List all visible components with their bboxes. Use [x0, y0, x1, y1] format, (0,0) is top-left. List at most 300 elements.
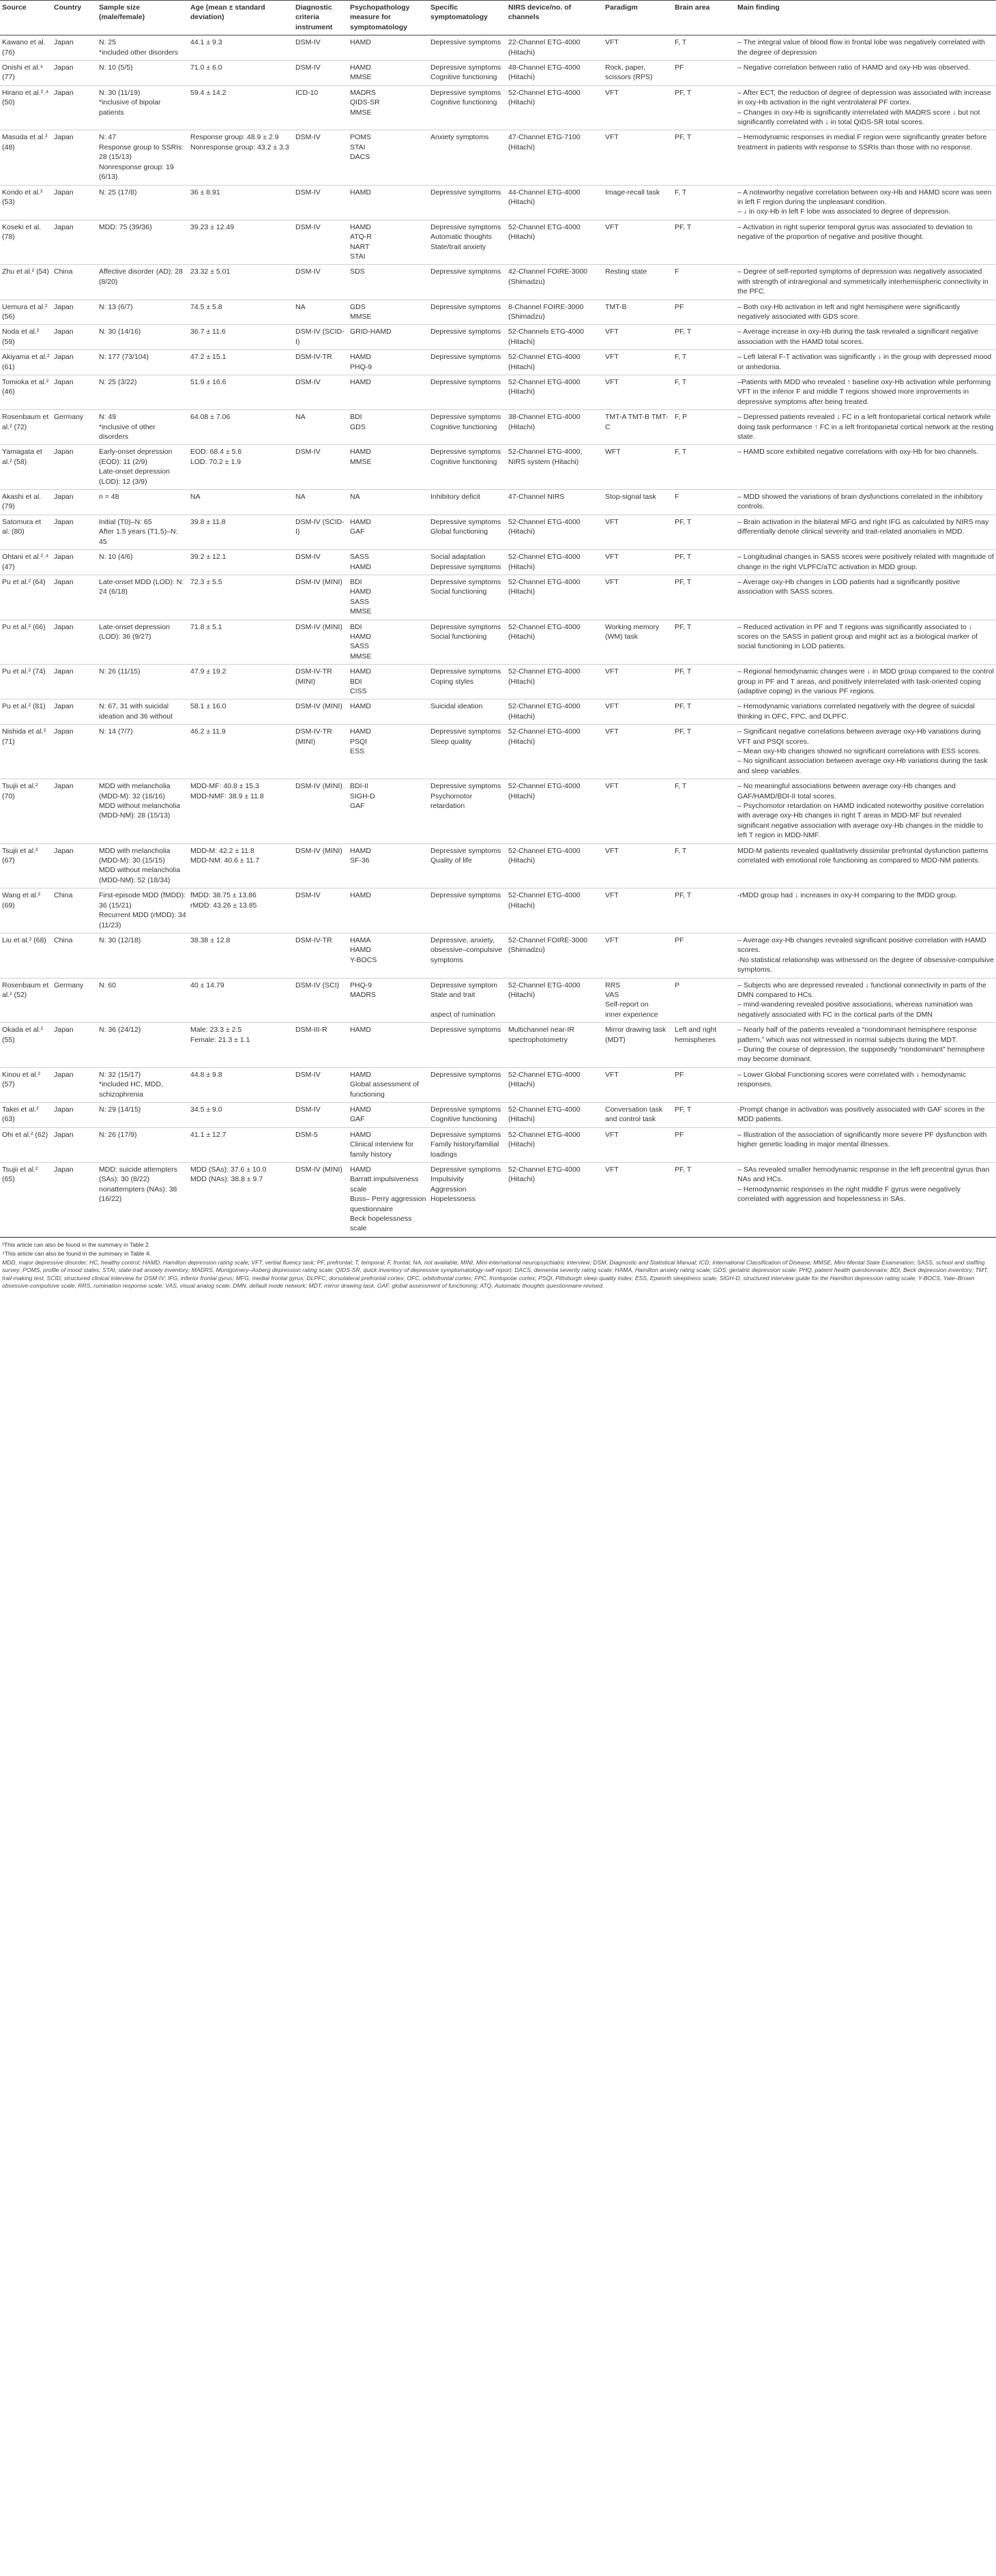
cell-line: 52-Channel ETG-4000 (Hitachi)	[508, 353, 581, 371]
cell-line: Tsujii et al.² (70)	[2, 782, 38, 800]
symptomatology-cell	[428, 350, 506, 375]
paradigm-cell	[603, 933, 673, 978]
cell-line: BDI	[350, 577, 362, 586]
paradigm-cell	[603, 130, 673, 185]
measure-cell	[348, 61, 428, 86]
cell-line: – The integral value of blood flow in frontal lobe was negatively correlated with the degree of depression	[737, 38, 985, 57]
measure-cell	[348, 185, 428, 220]
sample-size-cell	[97, 843, 188, 888]
cell-line: DSM-IV	[295, 267, 321, 276]
cell-line: MMSE	[350, 73, 372, 82]
cell-line: Pu et al.² (81)	[2, 702, 46, 711]
cell-line: Depressive symptom	[430, 981, 498, 989]
symptomatology-cell	[428, 490, 506, 515]
cell-line: PF, T	[675, 727, 692, 736]
symptomatology-cell	[428, 843, 506, 888]
cell-line: HAMD	[350, 727, 371, 736]
cell-line: 52-Channel FOIRE-3000 (Shimadzu)	[508, 936, 588, 955]
cell-line: HAMD	[350, 667, 371, 676]
cell-line: Depressive symptoms	[430, 562, 501, 571]
age-cell	[188, 515, 293, 549]
cell-line: 42-Channel FOIRE-3000 (Shimadzu)	[508, 267, 588, 286]
main-finding-cell	[735, 1127, 996, 1162]
cell-line: Satomura et al. (80)	[2, 517, 42, 536]
cell-line: Depressive symptoms	[430, 222, 501, 231]
country-cell	[52, 1067, 97, 1102]
table-row	[0, 300, 996, 325]
cell-line: PHQ-9	[350, 362, 372, 371]
cell-line: Depressive symptoms	[430, 328, 501, 336]
cell-line: Tsujii et al.² (65)	[2, 1166, 38, 1184]
symptomatology-cell	[428, 515, 506, 549]
symptomatology-cell	[428, 185, 506, 220]
symptomatology-cell	[428, 550, 506, 575]
table-row	[0, 61, 996, 86]
age-cell	[188, 1163, 293, 1237]
sample-size-cell	[97, 265, 188, 300]
cell-line: – A noteworthy negative correlation between oxy-Hb and HAMD score was seen in left F region during the unpleasant condition.	[737, 188, 992, 206]
cell-line: Depressive symptoms	[430, 413, 501, 422]
cell-line: Japan	[54, 782, 74, 791]
cell-line: – Mean oxy-Hb changes showed no significant correlations with ESS scores.	[737, 747, 981, 755]
cell-line: 52-Channel ETG-4000 (Hitachi)	[508, 727, 581, 746]
table-row	[0, 85, 996, 130]
cell-line: Depressive symptoms	[430, 63, 501, 72]
cell-line: – Hemodynamic variations correlated negatively with the degree of suicidal thinking in OFC, FPC, and DLPFC.	[737, 702, 975, 721]
cell-line: ATQ-R	[350, 233, 372, 242]
age-cell	[188, 350, 293, 375]
nirs-device-cell	[506, 620, 603, 665]
sample-size-cell	[97, 61, 188, 86]
sample-size-cell	[97, 1067, 188, 1102]
cell-line: 59.4 ± 14.2	[190, 88, 226, 97]
nirs-device-cell	[506, 490, 603, 515]
symptomatology-cell	[428, 61, 506, 86]
table-row	[0, 888, 996, 934]
cell-line: Depressive, anxiety, obsessive–compulsive symptoms	[430, 936, 503, 964]
age-cell	[188, 375, 293, 410]
cell-line: HAMD	[350, 1166, 371, 1174]
cell-line: Impulsivity	[430, 1175, 465, 1184]
cell-line: VFT	[605, 88, 619, 97]
nirs-device-cell	[506, 699, 603, 725]
country-cell	[52, 888, 97, 934]
paradigm-cell	[603, 515, 673, 549]
measure-cell	[348, 665, 428, 699]
cell-line: N: 30 (14/16)	[99, 328, 141, 336]
cell-line: MDD-MF: 40.8 ± 15.3	[190, 782, 259, 791]
nirs-device-cell	[506, 445, 603, 490]
cell-line: MADRS	[350, 88, 376, 97]
sample-size-cell	[97, 220, 188, 265]
diagnostic-cell	[293, 1163, 348, 1237]
column-header: Sample size (male/female)	[97, 1, 188, 35]
cell-line: – Left lateral F-T activation was significantly ↓ in the group with depressed mood or anhedonia.	[737, 353, 992, 371]
age-cell	[188, 220, 293, 265]
diagnostic-cell	[293, 665, 348, 699]
paradigm-cell	[603, 325, 673, 350]
cell-line: Depressive symptoms	[430, 517, 501, 526]
cell-line: DSM-IV	[295, 378, 321, 386]
diagnostic-cell	[293, 130, 348, 185]
cell-line: Japan	[54, 1026, 74, 1034]
age-cell	[188, 1023, 293, 1068]
cell-line: *included other disorders	[99, 48, 179, 57]
cell-line: Depressive symptoms	[430, 846, 501, 855]
main-finding-cell	[735, 185, 996, 220]
paradigm-cell	[603, 410, 673, 445]
cell-line: 39.8 ± 11.8	[190, 517, 226, 526]
nirs-device-cell	[506, 843, 603, 888]
cell-line: PF, T	[675, 1166, 692, 1174]
cell-line: 44-Channel ETG-4000 (Hitachi)	[508, 188, 581, 206]
cell-line: PF, T	[675, 577, 692, 586]
cell-line: HAMD	[350, 1070, 371, 1079]
age-cell	[188, 725, 293, 779]
cell-line: VFT	[605, 328, 619, 336]
cell-line: – During the course of depression, the supposedly “nondominant” hemisphere may become dominant.	[737, 1045, 985, 1064]
cell-line: DSM-IV	[295, 891, 321, 900]
nirs-device-cell	[506, 325, 603, 350]
cell-line: MDD without melancholia (MDD-NM): 28 (15/13)	[99, 802, 181, 820]
cell-line: Initial (T0)–N: 65	[99, 517, 152, 526]
main-finding-cell	[735, 410, 996, 445]
measure-cell	[348, 550, 428, 575]
country-cell	[52, 725, 97, 779]
paradigm-cell	[603, 550, 673, 575]
cell-line: – Average oxy-Hb changes in LOD patients had a significantly positive association with SASS scores.	[737, 577, 961, 596]
cell-line: DSM-IV	[295, 188, 321, 197]
column-header: NIRS device/no. of channels	[506, 1, 603, 35]
diagnostic-cell	[293, 445, 348, 490]
cell-line: DSM-IV (MINI)	[295, 577, 342, 586]
cell-line: 40 ± 14.79	[190, 981, 224, 989]
paradigm-cell	[603, 779, 673, 843]
cell-line: Early-onset depression (EOD): 11 (2/9)	[99, 448, 173, 466]
column-header: Psychopathology measure for symptomatology	[348, 1, 428, 35]
cell-line: 52-Channel ETG-4000 (Hitachi)	[508, 846, 581, 865]
cell-line: Nonresponse group: 19 (6/13)	[99, 162, 174, 182]
cell-line: Male: 23.3 ± 2.5	[190, 1026, 242, 1034]
symptomatology-cell	[428, 1067, 506, 1102]
cell-line: HAMD	[350, 222, 371, 231]
cell-line: MDD with melancholia (MDD-M): 32 (16/16)	[99, 782, 171, 800]
country-cell	[52, 699, 97, 725]
cell-line: TMT-B	[605, 302, 627, 311]
nirs-device-cell	[506, 1103, 603, 1128]
country-cell	[52, 410, 97, 445]
diagnostic-cell	[293, 1067, 348, 1102]
cell-line: SASS	[350, 642, 370, 651]
cell-line: –Patients with MDD who revealed ↑ baseline oxy-Hb activation while performing VFT in the inferior F and middle T regions showed more improvements in depressive symptoms after being treated.	[737, 378, 991, 406]
nirs-device-cell	[506, 575, 603, 620]
diagnostic-cell	[293, 620, 348, 665]
measure-cell	[348, 130, 428, 185]
cell-line: Cognitive functioning	[430, 98, 497, 107]
nirs-device-cell	[506, 933, 603, 978]
table-row	[0, 665, 996, 699]
cell-line: P	[675, 981, 680, 989]
cell-line: HAMD	[350, 562, 371, 571]
nirs-device-cell	[506, 185, 603, 220]
country-cell	[52, 445, 97, 490]
cell-line: Tomioka et al.² (46)	[2, 378, 49, 396]
brain-area-cell	[673, 85, 735, 130]
brain-area-cell	[673, 779, 735, 843]
age-cell	[188, 130, 293, 185]
cell-line: 36 ± 8.91	[190, 188, 220, 197]
cell-line: – Lower Global Functioning scores were correlated with ↓ hemodynamic responses.	[737, 1070, 966, 1089]
cell-line: N: 177 (73/104)	[99, 353, 149, 362]
symptomatology-cell	[428, 85, 506, 130]
sample-size-cell	[97, 550, 188, 575]
age-cell	[188, 85, 293, 130]
sample-size-cell	[97, 779, 188, 843]
source-cell	[0, 35, 52, 61]
cell-line: GDS	[350, 422, 366, 431]
cell-line: Cognitive functioning	[430, 1115, 497, 1124]
nirs-device-cell	[506, 61, 603, 86]
cell-line: – MDD showed the variations of brain dysfunctions correlated in the inhibitory controls.	[737, 493, 983, 511]
cell-line: 48-Channel ETG-4000 (Hitachi)	[508, 63, 581, 82]
cell-line: VFT	[605, 1130, 619, 1139]
main-finding-cell	[735, 130, 996, 185]
cell-line: PF, T	[675, 88, 692, 97]
cell-line: Depressive symptoms	[430, 448, 501, 457]
paradigm-cell	[603, 1163, 673, 1237]
cell-line: – Longitudinal changes in SASS scores were positively related with magnitude of change in the right VLPFC/aTC activation in MDD group.	[737, 553, 994, 571]
cell-line: NA	[295, 493, 306, 502]
nirs-device-cell	[506, 1023, 603, 1068]
country-cell	[52, 575, 97, 620]
cell-line: N: 10 (5/5)	[99, 63, 133, 72]
cell-line: 47-Channel ETG-7100 (Hitachi)	[508, 133, 581, 151]
cell-line: Japan	[54, 188, 74, 197]
cell-line: 34.5 ± 9.0	[190, 1105, 222, 1114]
column-header: Main finding	[735, 1, 996, 35]
cell-line: 44.8 ± 9.8	[190, 1070, 222, 1079]
symptomatology-cell	[428, 325, 506, 350]
cell-line: 47.2 ± 15.1	[190, 353, 226, 362]
cell-line: Buss– Perry aggression questionnaire	[350, 1195, 426, 1213]
brain-area-cell	[673, 35, 735, 61]
symptomatology-cell	[428, 665, 506, 699]
column-header: Paradigm	[603, 1, 673, 35]
cell-line: Depressive symptoms	[430, 1130, 501, 1139]
cell-line: DSM-IV (SCID-I)	[295, 517, 345, 536]
cell-line: N: 32 (15/17)	[99, 1070, 141, 1079]
cell-line: ICD-10	[295, 88, 319, 97]
age-cell	[188, 61, 293, 86]
main-finding-cell	[735, 1067, 996, 1102]
brain-area-cell	[673, 1163, 735, 1237]
cell-line: Affective disorder (AD): 28 (8/20)	[99, 267, 183, 286]
cell-line: 52-Channel ETG-4000 (Hitachi)	[508, 553, 581, 571]
nirs-device-cell	[506, 978, 603, 1023]
cell-line: PF, T	[675, 1105, 692, 1114]
cell-line: F, T	[675, 353, 687, 362]
cell-line: VFT	[605, 1166, 619, 1174]
nirs-device-cell	[506, 375, 603, 410]
cell-line: Kawano et al. (76)	[2, 38, 46, 57]
sample-size-cell	[97, 620, 188, 665]
column-header: Country	[52, 1, 97, 35]
main-finding-cell	[735, 725, 996, 779]
cell-line: Working memory (WM) task	[605, 622, 660, 641]
cell-line: Global assessment of functioning	[350, 1080, 419, 1099]
cell-line: Yamagata et al.² (58)	[2, 448, 42, 466]
table-row	[0, 575, 996, 620]
cell-line: Recurrent MDD (rMDD): 34 (11/23)	[99, 911, 186, 929]
cell-line: Depressive symptoms	[430, 353, 501, 362]
cell-line: DSM-IV-TR	[295, 353, 332, 362]
paradigm-cell	[603, 978, 673, 1023]
cell-line: DSM-IV (MINI)	[295, 622, 342, 631]
cell-line: VFT	[605, 667, 619, 676]
cell-line: Coping styles	[430, 677, 474, 686]
cell-line: Japan	[54, 88, 74, 97]
brain-area-cell	[673, 550, 735, 575]
cell-line: Onishi et al.⁴ (77)	[2, 63, 43, 82]
paradigm-cell	[603, 490, 673, 515]
cell-line: China	[54, 936, 73, 944]
brain-area-cell	[673, 185, 735, 220]
source-cell	[0, 933, 52, 978]
main-finding-cell	[735, 779, 996, 843]
source-cell	[0, 265, 52, 300]
cell-line: Beck hopelessness scale	[350, 1215, 412, 1233]
cell-line: 71.8 ± 5.1	[190, 622, 222, 631]
cell-line: Female: 21.3 ± 1.1	[190, 1035, 250, 1044]
cell-line: 23.32 ± 5.01	[190, 267, 231, 276]
diagnostic-cell	[293, 1127, 348, 1162]
age-cell	[188, 888, 293, 934]
cell-line: VAS	[605, 990, 619, 999]
brain-area-cell	[673, 490, 735, 515]
cell-line: PF	[675, 936, 684, 944]
measure-cell	[348, 1163, 428, 1237]
cell-line: 38-Channel ETG-4000 (Hitachi)	[508, 413, 581, 431]
cell-line: STAI	[350, 143, 366, 151]
sample-size-cell	[97, 575, 188, 620]
cell-line: Social functioning	[430, 632, 487, 641]
cell-line: Response group to SSRIs: 28 (15/13)	[99, 143, 184, 162]
cell-line: WFT	[605, 448, 621, 457]
country-cell	[52, 130, 97, 185]
cell-line: BDI	[350, 677, 362, 686]
table-row	[0, 515, 996, 549]
measure-cell	[348, 1067, 428, 1102]
cell-line: DSM-IV	[295, 1070, 321, 1079]
measure-cell	[348, 515, 428, 549]
cell-line: *inclusive of other disorders	[99, 422, 156, 442]
nirs-device-cell	[506, 265, 603, 300]
measure-cell	[348, 490, 428, 515]
paradigm-cell	[603, 1103, 673, 1128]
cell-line: PHQ-9	[350, 981, 372, 989]
cell-line: 41.1 ± 12.7	[190, 1130, 226, 1139]
table-row	[0, 843, 996, 888]
nirs-device-cell	[506, 410, 603, 445]
diagnostic-cell	[293, 220, 348, 265]
cell-line: CISS	[350, 686, 367, 695]
cell-line: Depressive symptoms	[430, 38, 501, 47]
paradigm-cell	[603, 61, 673, 86]
country-cell	[52, 265, 97, 300]
source-cell	[0, 779, 52, 843]
footnote: ²This article can also be found in the summary in Table 2.	[2, 1241, 151, 1248]
cell-line: 52-Channel ETG-4000, NIRS system (Hitachi)	[508, 448, 583, 466]
table-row	[0, 375, 996, 410]
cell-line: VFT	[605, 782, 619, 791]
cell-line: Depressive symptoms	[430, 782, 501, 791]
cell-line: VFT	[605, 517, 619, 526]
cell-line: N: 26 (17/9)	[99, 1130, 137, 1139]
cell-line: GDS	[350, 302, 366, 311]
cell-line: STAI	[350, 252, 366, 261]
cell-line: N: 10 (4/6)	[99, 553, 133, 562]
sample-size-cell	[97, 665, 188, 699]
cell-line: PF, T	[675, 517, 692, 526]
cell-line: VFT	[605, 577, 619, 586]
diagnostic-cell	[293, 375, 348, 410]
cell-line: VFT	[605, 38, 619, 47]
country-cell	[52, 550, 97, 575]
cell-line: SDS	[350, 267, 365, 276]
cell-line: Depressive symptoms	[430, 378, 501, 386]
diagnostic-cell	[293, 410, 348, 445]
table-header	[0, 1, 996, 35]
paradigm-cell	[603, 445, 673, 490]
cell-line: NART	[350, 242, 370, 251]
cell-line: 39.2 ± 12.1	[190, 553, 226, 562]
country-cell	[52, 300, 97, 325]
country-cell	[52, 350, 97, 375]
main-finding-cell	[735, 350, 996, 375]
cell-line: BDI	[350, 413, 362, 422]
country-cell	[52, 515, 97, 549]
symptomatology-cell	[428, 265, 506, 300]
main-finding-cell	[735, 375, 996, 410]
source-cell	[0, 888, 52, 934]
cell-line: VFT	[605, 553, 619, 562]
table-row	[0, 265, 996, 300]
symptomatology-cell	[428, 375, 506, 410]
main-finding-cell	[735, 699, 996, 725]
cell-line: Depressive symptoms	[430, 88, 501, 97]
cell-line: F, T	[675, 38, 687, 47]
cell-line: DSM-IV-TR (MINI)	[295, 667, 332, 686]
nirs-device-cell	[506, 35, 603, 61]
cell-line: GAF	[350, 802, 365, 811]
cell-line: 52-Channel ETG-4000 (Hitachi)	[508, 88, 581, 107]
cell-line: NA	[190, 493, 201, 502]
cell-line: nonattempters (NAs): 38 (16/22)	[99, 1185, 177, 1204]
paradigm-cell	[603, 620, 673, 665]
nirs-device-cell	[506, 350, 603, 375]
age-cell	[188, 843, 293, 888]
cell-line: Tsujii et al.² (67)	[2, 846, 38, 865]
diagnostic-cell	[293, 325, 348, 350]
cell-line: DSM-IV (SCI)	[295, 981, 340, 989]
cell-line: VFT	[605, 353, 619, 362]
cell-line: DSM-IV	[295, 1105, 321, 1114]
cell-line: Akiyama et al.² (61)	[2, 353, 50, 371]
diagnostic-cell	[293, 1023, 348, 1068]
diagnostic-cell	[293, 185, 348, 220]
cell-line: inner experience	[605, 1010, 658, 1019]
table-body	[0, 35, 996, 1237]
